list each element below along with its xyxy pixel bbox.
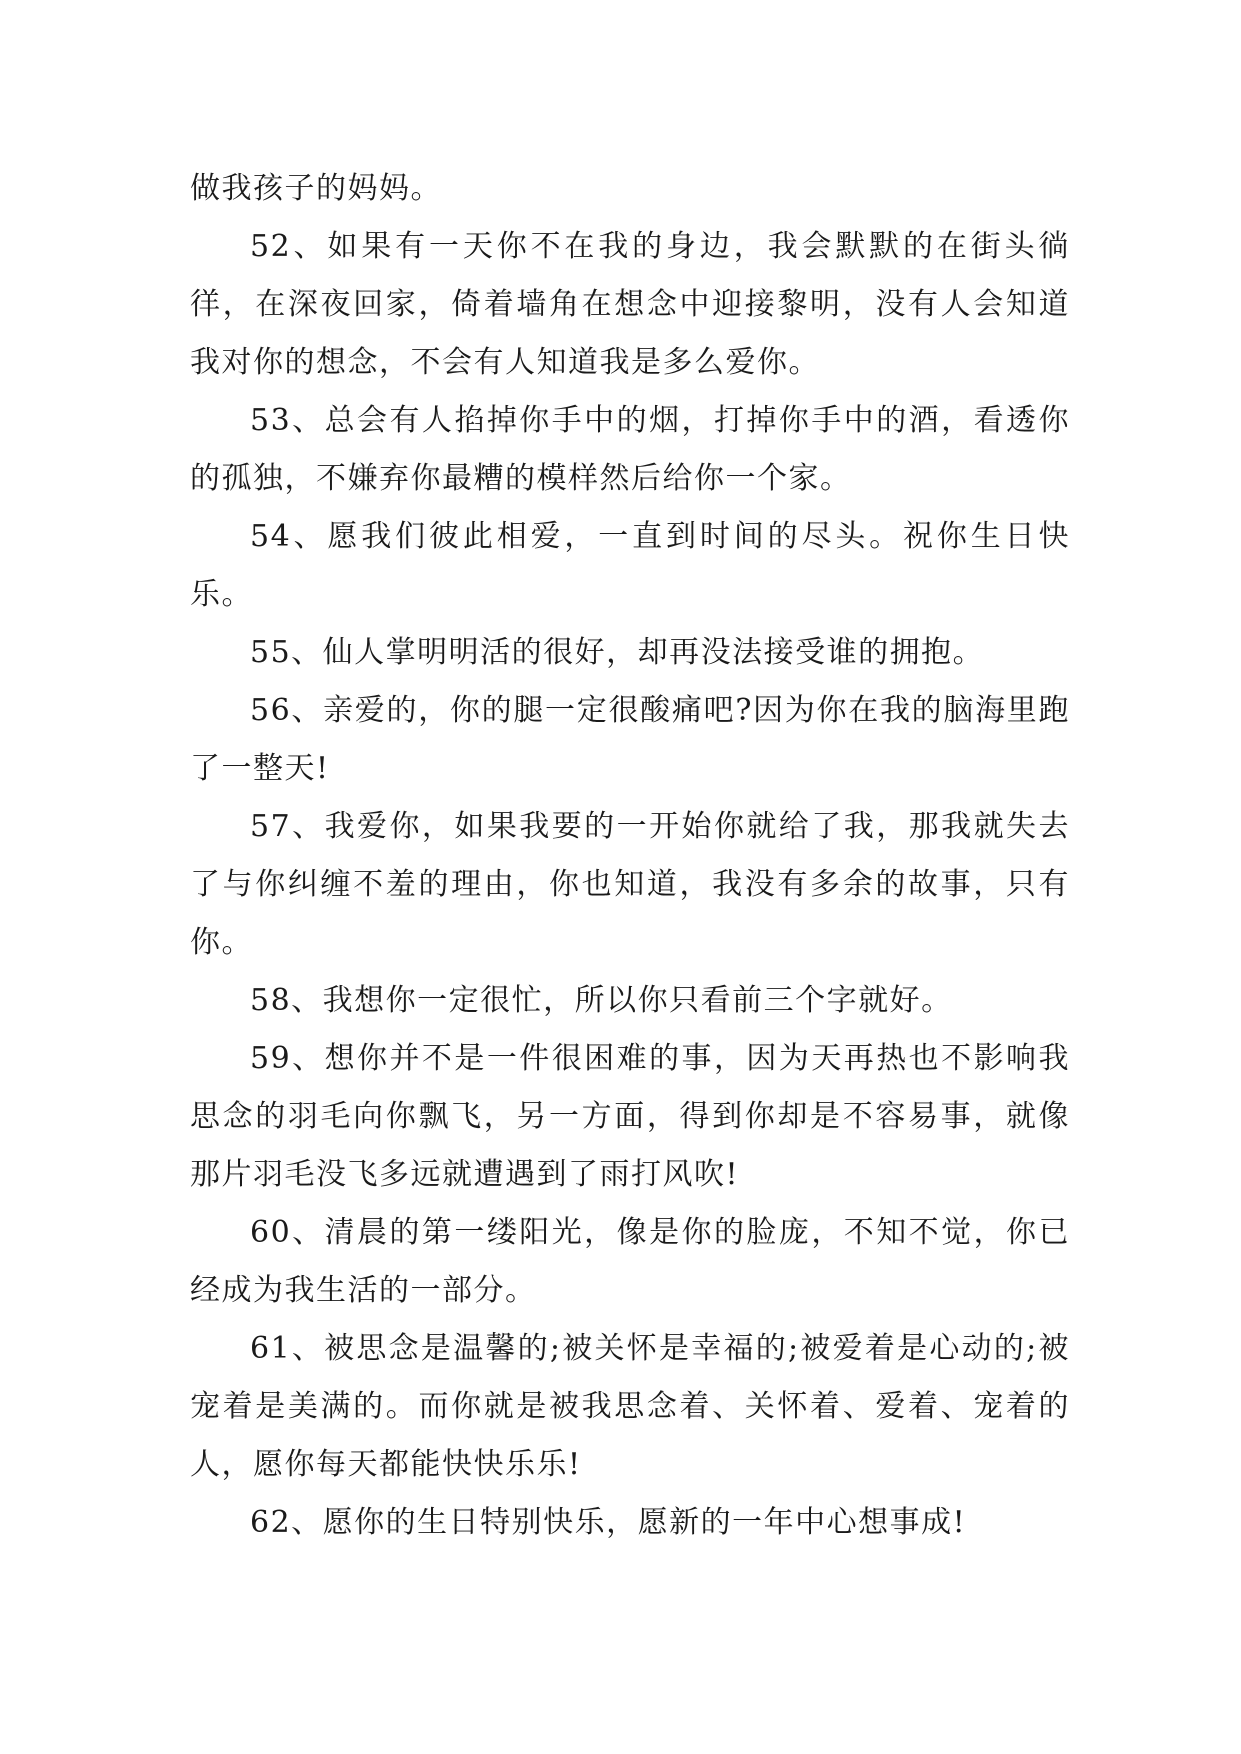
paragraph-55: 55、仙人掌明明活的很好，却再没法接受谁的拥抱。 — [250, 635, 985, 670]
paragraph-58: 58、我想你一定很忙，所以你只看前三个字就好。 — [250, 983, 953, 1018]
paragraph-59: 59、想你并不是一件很困难的事，因为天再热也不影响我思念的羽毛向你飘飞，另一方面，得到你却是不容易事，就像那片羽毛没飞多远就遭遇到了雨打风吹! — [190, 1041, 1070, 1192]
paragraph-54: 54、愿我们彼此相爱，一直到时间的尽头。祝你生日快乐。 — [190, 519, 1070, 612]
document-body — [190, 160, 1070, 1552]
paragraph-53: 53、总会有人掐掉你手中的烟，打掉你手中的酒，看透你的孤独，不嫌弃你最糟的模样然后给你一个家。 — [190, 403, 1070, 496]
paragraph-61: 61、被思念是温馨的;被关怀是幸福的;被爱着是心动的;被宠着是美满的。而你就是被我思念着、关怀着、爱着、宠着的人，愿你每天都能快快乐乐! — [190, 1331, 1070, 1482]
paragraph-continuation: 做我孩子的妈妈。 — [190, 171, 442, 206]
paragraph-52: 52、如果有一天你不在我的身边，我会默默的在街头徜徉，在深夜回家，倚着墙角在想念中迎接黎明，没有人会知道我对你的想念，不会有人知道我是多么爱你。 — [190, 229, 1070, 380]
paragraph-62: 62、愿你的生日特别快乐，愿新的一年中心想事成! — [250, 1505, 967, 1540]
paragraph-56: 56、亲爱的，你的腿一定很酸痛吧?因为你在我的脑海里跑了一整天! — [190, 693, 1070, 786]
paragraph-60: 60、清晨的第一缕阳光，像是你的脸庞，不知不觉，你已经成为我生活的一部分。 — [190, 1215, 1070, 1308]
paragraph-57: 57、我爱你，如果我要的一开始你就给了我，那我就失去了与你纠缠不羞的理由，你也知道，我没有多余的故事，只有你。 — [190, 809, 1070, 960]
